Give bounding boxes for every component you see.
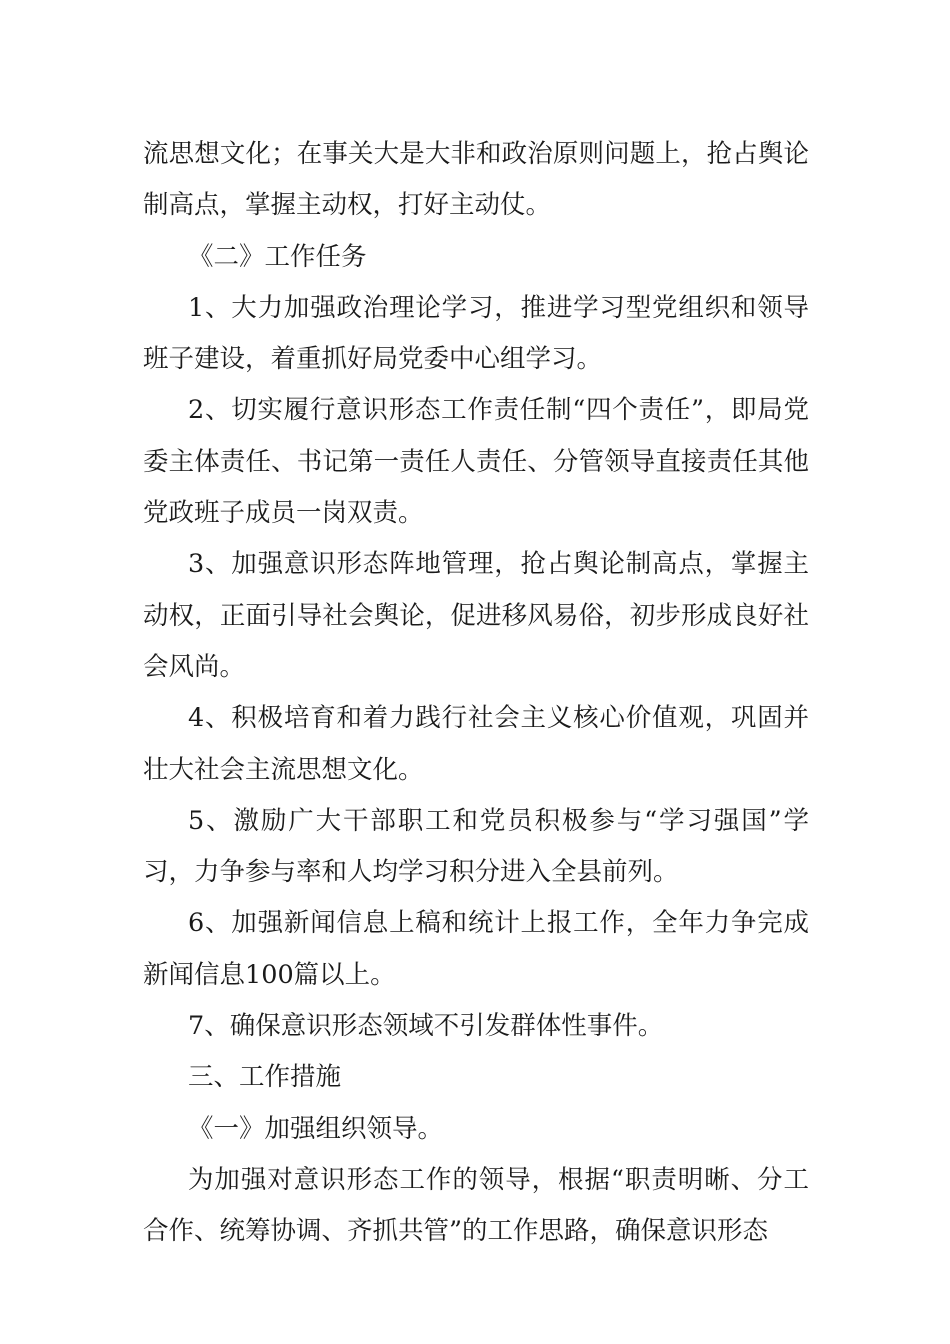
paragraph-continuation: 流思想文化；在事关大是大非和政治原则问题上，抢占舆论制高点，掌握主动权，打好主动仗。 (143, 139, 809, 221)
document-body (143, 129, 809, 1258)
task-item-7: 7、确保意识形态领域不引发群体性事件。 (188, 1011, 664, 1042)
task-item-3: 3、加强意识形态阵地管理，抢占舆论制高点，掌握主动权，正面引导社会舆论，促进移风易俗，初步形成良好社会风尚。 (143, 549, 809, 682)
task-item-2: 2、切实履行意识形态工作责任制“四个责任”，即局党委主体责任、书记第一责任人责任、分管领导直接责任其他党政班子成员一岗双责。 (143, 395, 809, 529)
section-heading-measures: 三、工作措施 (188, 1062, 342, 1093)
task-item-4: 4、积极培育和着力践行社会主义核心价值观，巩固并壮大社会主流思想文化。 (143, 703, 809, 785)
section-heading-tasks: 《二》工作任务 (188, 241, 367, 272)
task-item-6: 6、加强新闻信息上稿和统计上报工作，全年力争完成新闻信息100篇以上。 (143, 908, 809, 990)
subsection-heading-leadership: 《一》加强组织领导。 (188, 1113, 444, 1144)
paragraph-leadership: 为加强对意识形态工作的领导，根据“职责明晰、分工合作、统筹协调、齐抓共管”的工作思路，确保意识形态 (143, 1164, 809, 1247)
task-item-1: 1、大力加强政治理论学习，推进学习型党组织和领导班子建设，着重抓好局党委中心组学习。 (143, 292, 809, 375)
task-item-5: 5、激励广大干部职工和党员积极参与“学习强国”学习，力争参与率和人均学习积分进入全县前列。 (143, 805, 809, 888)
